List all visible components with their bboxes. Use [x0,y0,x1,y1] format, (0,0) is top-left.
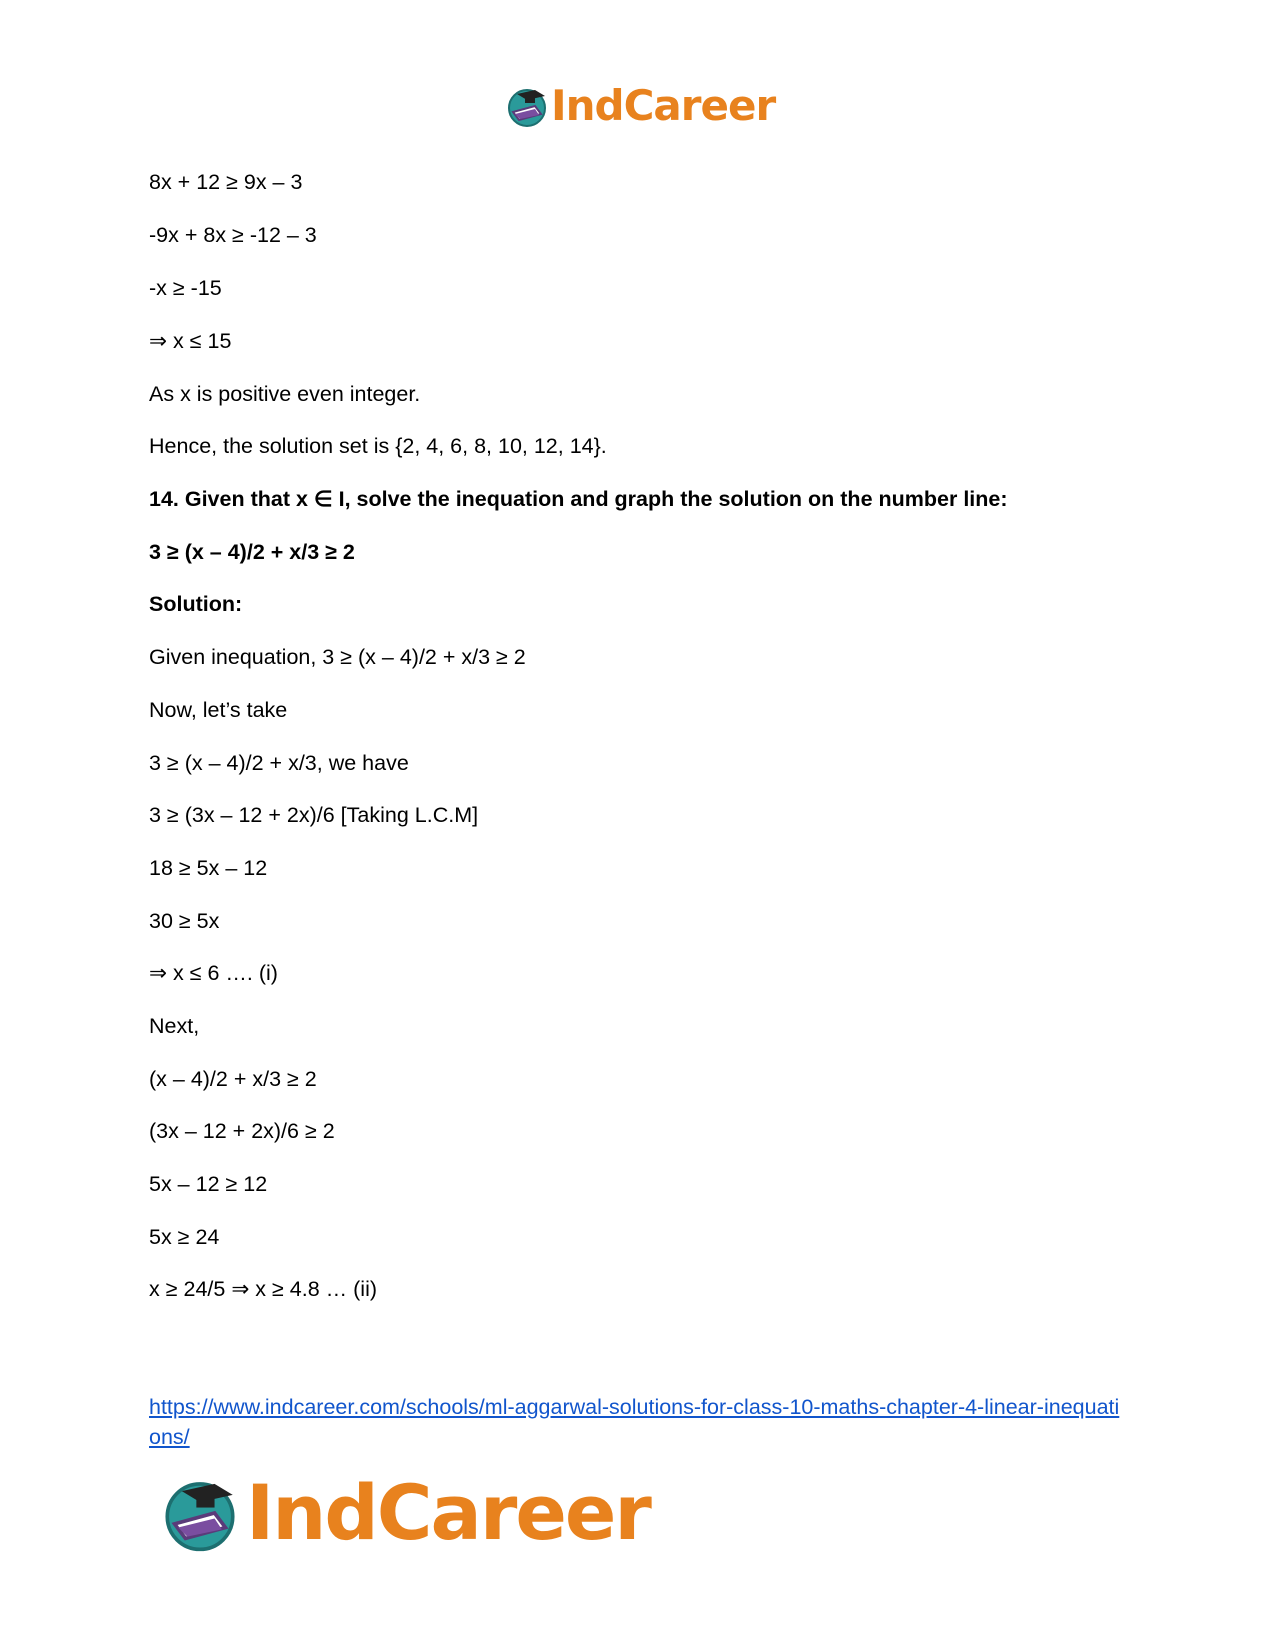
text-line: Next, [149,1014,200,1038]
graduation-cap-book-globe-icon [160,1473,240,1553]
source-link[interactable]: https://www.indcareer.com/schools/ml-aggarwal-solutions-for-class-10-maths-chapter-4-linear-inequations/ [149,1395,1120,1449]
math-line: (x – 4)/2 + x/3 ≥ 2 [149,1067,317,1091]
solution-set-line: Hence, the solution set is {2, 4, 6, 8, 10, 12, 14}. [149,434,607,458]
math-line: -9x + 8x ≥ -12 – 3 [149,223,317,247]
math-line: 5x – 12 ≥ 12 [149,1172,268,1196]
math-line: x ≥ 24/5 ⇒ x ≥ 4.8 … (ii) [149,1277,378,1301]
logo-text: IndCareer [246,1468,650,1557]
math-line: -x ≥ -15 [149,276,222,300]
math-line: (3x – 12 + 2x)/6 ≥ 2 [149,1119,335,1143]
math-line: 3 ≥ (x – 4)/2 + x/3, we have [149,751,409,775]
graduation-cap-book-globe-icon [505,84,549,128]
header-logo [505,80,775,132]
footer-logo [160,1468,650,1558]
math-line: 5x ≥ 24 [149,1225,220,1249]
text-line: As x is positive even integer. [149,382,421,406]
question-inequation: 3 ≥ (x – 4)/2 + x/3 ≥ 2 [149,540,355,564]
solution-heading: Solution: [149,592,243,616]
text-line: Now, let’s take [149,698,288,722]
math-line: ⇒ x ≤ 6 …. (i) [149,961,278,985]
math-line: 3 ≥ (3x – 12 + 2x)/6 [Taking L.C.M] [149,803,479,827]
math-line: 30 ≥ 5x [149,909,220,933]
math-line: 8x + 12 ≥ 9x – 3 [149,170,303,194]
math-line: Given inequation, 3 ≥ (x – 4)/2 + x/3 ≥ 2 [149,645,526,669]
logo-text: IndCareer [551,81,776,130]
question-title: 14. Given that x ∈ I, solve the inequation and graph the solution on the number line: [149,487,1008,511]
math-line: ⇒ x ≤ 15 [149,329,232,353]
math-line: 18 ≥ 5x – 12 [149,856,268,880]
